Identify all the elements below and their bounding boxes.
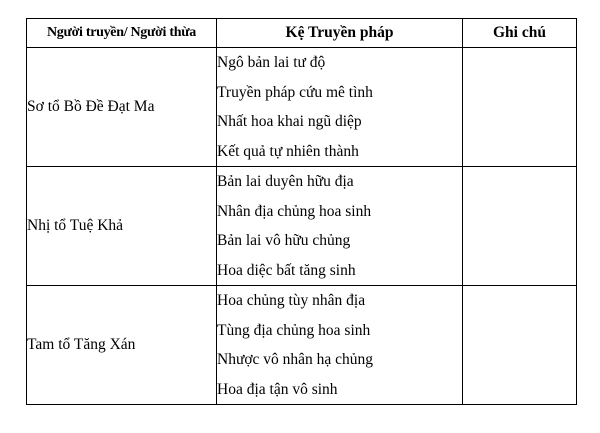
transmission-verse-table bbox=[26, 18, 577, 405]
verse-line: Ngô bản lai tư độ bbox=[217, 54, 326, 71]
verse-cell bbox=[217, 167, 463, 286]
table-header-row bbox=[27, 19, 577, 48]
verse-line: Bản lai duyên hữu địa bbox=[217, 173, 354, 190]
verse-line: Kết quả tự nhiên thành bbox=[217, 142, 359, 160]
header-note: Ghi chú bbox=[463, 19, 577, 48]
note-cell bbox=[463, 167, 577, 286]
note-cell bbox=[463, 286, 577, 405]
table-row bbox=[27, 167, 577, 286]
patriarch-name: Sơ tổ Bồ Đề Đạt Ma bbox=[27, 48, 217, 167]
verse-line: Bản lai vô hữu chủng bbox=[217, 232, 351, 249]
note-cell bbox=[463, 48, 577, 167]
header-verse: Kệ Truyền pháp bbox=[217, 19, 463, 48]
verse-line: Truyền pháp cứu mê tình bbox=[217, 83, 373, 101]
verse-line: Hoa địa tận vô sinh bbox=[217, 380, 338, 398]
verse-line: Nhược vô nhân hạ chủng bbox=[217, 351, 374, 368]
patriarch-name: Tam tổ Tăng Xán bbox=[27, 286, 217, 405]
table-row bbox=[27, 48, 577, 167]
header-transmitter: Người truyền/ Người thừa bbox=[27, 19, 217, 48]
verse-line: Hoa chủng tùy nhân địa bbox=[217, 292, 366, 309]
verse-cell bbox=[217, 48, 463, 167]
verse-line: Hoa diệc bất tăng sinh bbox=[217, 261, 356, 279]
table-row bbox=[27, 286, 577, 405]
verse-line: Tùng địa chủng hoa sinh bbox=[217, 321, 371, 339]
verse-line: Nhất hoa khai ngũ diệp bbox=[217, 113, 362, 130]
verse-line: Nhân địa chủng hoa sinh bbox=[217, 202, 372, 220]
verse-cell bbox=[217, 286, 463, 405]
patriarch-name: Nhị tổ Tuệ Khả bbox=[27, 167, 217, 286]
